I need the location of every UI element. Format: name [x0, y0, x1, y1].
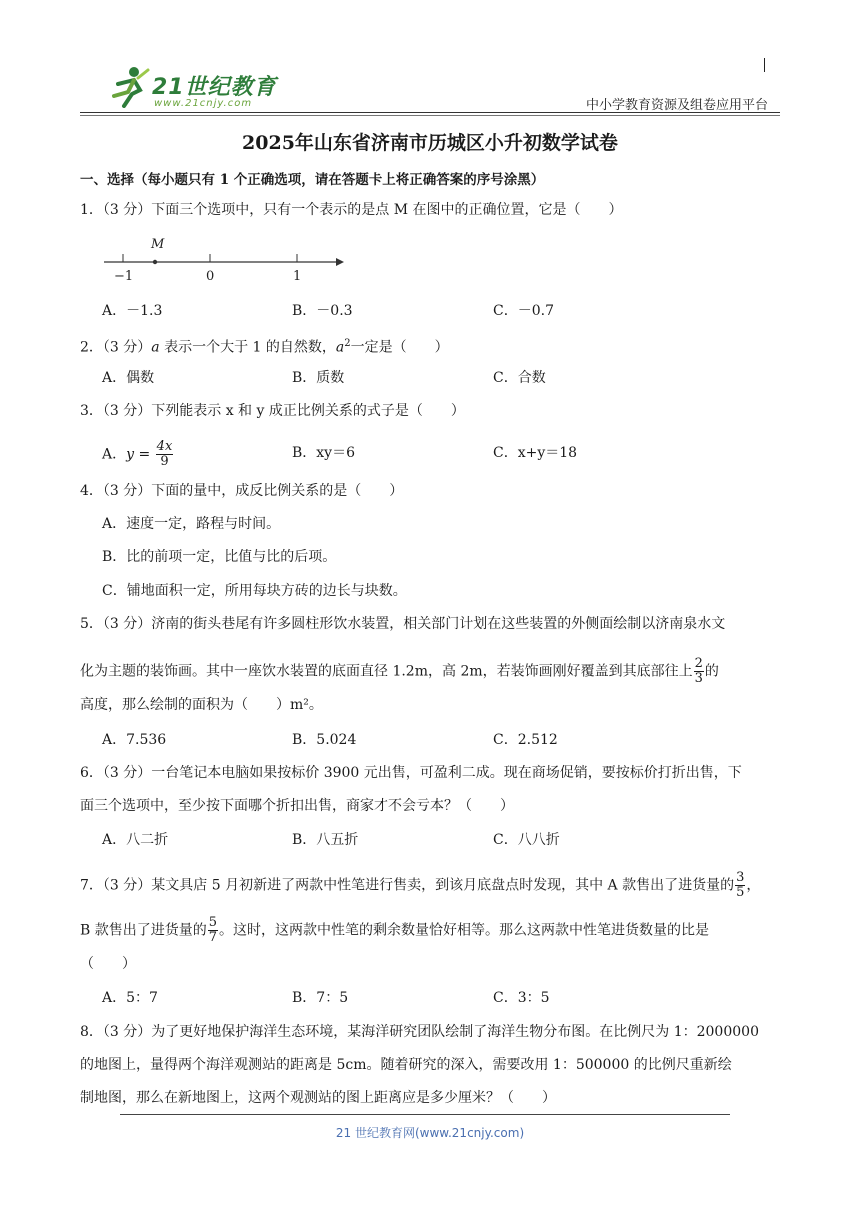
- runner-logo-icon: [104, 64, 152, 108]
- header-divider-thin: [80, 115, 780, 116]
- fraction-numerator: 3: [736, 870, 745, 885]
- footer-divider: [120, 1114, 730, 1115]
- q3-option-a: [102, 440, 174, 469]
- q7-line-2-text: B 款售出了进货量的: [80, 922, 207, 939]
- q7-fraction-a: [735, 871, 745, 900]
- header-divider: [80, 112, 780, 113]
- question-4-stem: 4．（3 分）下面的量中，成反比例关系的是（ ）: [80, 483, 404, 499]
- q3-option-c: C．x+y＝18: [493, 445, 578, 461]
- section-heading: 一、选择（每小题只有 1 个正确选项，请在答题卡上将正确答案的序号涂黑）: [80, 172, 545, 188]
- q1-option-b: B．－0.3: [292, 303, 353, 319]
- q3-option-a-label: A．: [102, 446, 127, 463]
- fraction-numerator: 2: [694, 656, 703, 671]
- q5-option-c: C．2.512: [493, 732, 558, 748]
- q6-option-c: C．八八折: [493, 832, 560, 848]
- site-logo: [104, 62, 294, 110]
- q4-option-b: B．比的前项一定，比值与比的后项。: [102, 549, 337, 565]
- question-8-line-1: 8．（3 分）为了更好地保护海洋生态环境，某海洋研究团队绘制了海洋生物分布图。在比例尺为 1：2000000: [80, 1024, 759, 1040]
- q7-fraction-b: [208, 916, 218, 945]
- q2-variable: a: [151, 339, 160, 356]
- point-m-label: M: [151, 237, 165, 252]
- q5-fraction: [694, 657, 704, 686]
- q4-option-c: C．铺地面积一定，所用每块方砖的边长与块数。: [102, 583, 407, 599]
- fraction-numerator: 5: [208, 915, 218, 930]
- q7-line-1-text: 7．（3 分）某文具店 5 月初新进了两款中性笔进行售卖，到该月底盘点时发现，其中 A 款售出了进货量的: [80, 877, 735, 894]
- fraction-denominator: 5: [736, 885, 745, 900]
- q5-line-2-end: 的: [704, 663, 719, 680]
- q5-line-2-text: 化为主题的装饰画。其中一座饮水装置的底面直径 1.2m，高 2m，若装饰画刚好覆盖到其底部往上: [80, 663, 693, 680]
- q1-option-a: A．－1.3: [102, 303, 163, 319]
- question-3-stem: 3．（3 分）下列能表示 x 和 y 成正比例关系的式子是（ ）: [80, 403, 465, 419]
- question-7-line-3: （ ）: [80, 956, 136, 972]
- q7-line-1-end: ，: [746, 877, 761, 894]
- question-5-line-2: [80, 657, 719, 686]
- question-2-stem: 2．（3 分）a 表示一个大于 1 的自然数，$a^2$一定是（ ）: [80, 338, 449, 356]
- question-8-line-3: 制地图，那么在新地图上，这两个观测站的图上距离应是多少厘米？（ ）: [80, 1090, 556, 1106]
- q5-option-a: A．7.536: [102, 732, 167, 748]
- q6-option-b: B．八五折: [292, 832, 359, 848]
- q2-option-c: C．合数: [493, 370, 546, 386]
- q4-option-a: A．速度一定，路程与时间。: [102, 516, 281, 532]
- tick-label-0: 0: [206, 269, 215, 284]
- footer-text: 21 世纪教育网(www.21cnjy.com): [335, 1126, 525, 1140]
- fraction-denominator: 7: [208, 930, 218, 945]
- q7-option-a: A．5：7: [102, 990, 158, 1006]
- q2-stem-end: 一定是（ ）: [350, 339, 449, 356]
- q3-option-a-fraction: [156, 440, 174, 469]
- q5-option-b: B．5.024: [292, 732, 357, 748]
- q6-option-a: A．八二折: [102, 832, 169, 848]
- q7-line-2-end: 。这时，这两款中性笔的剩余数量恰好相等。那么这两款中性笔进货数量的比是: [219, 922, 710, 939]
- fraction-denominator: 9: [160, 454, 169, 469]
- question-7-line-2: [80, 916, 709, 945]
- fraction-numerator: 4x: [156, 439, 173, 454]
- question-6-line-1: 6．（3 分）一台笔记本电脑如果按标价 3900 元出售，可盈利二成。现在商场促销，要按标价打折出售，下: [80, 765, 742, 781]
- q2-stem-prefix: 2．（3 分）: [80, 339, 152, 356]
- q1-option-c: C．－0.7: [493, 303, 554, 319]
- q2-option-b: B．质数: [292, 370, 345, 386]
- question-8-line-2: 的地图上，量得两个海洋观测站的距离是 5cm。随着研究的深入，需要改用 1：500000 的比例尺重新绘: [80, 1057, 732, 1073]
- question-5-line-3: 高度，那么绘制的面积为（ ）m²。: [80, 697, 323, 713]
- tick-label-1: 1: [293, 269, 302, 284]
- question-7-line-1: [80, 871, 760, 900]
- logo-text: 21世纪教育: [152, 75, 277, 100]
- question-5-line-1: 5．（3 分）济南的街头巷尾有许多圆柱形饮水装置，相关部门计划在这些装置的外侧面绘制以济南泉水文: [80, 616, 726, 632]
- tick-label-neg1: −1: [114, 269, 134, 284]
- q2-power-base: a: [335, 339, 345, 356]
- header-platform-name: 中小学教育资源及组卷应用平台: [585, 98, 768, 113]
- exam-title: 2025年山东省济南市历城区小升初数学试卷: [242, 132, 618, 154]
- q3-option-a-lhs: y =: [126, 446, 151, 463]
- logo-url: www.21cnjy.com: [154, 98, 253, 109]
- q3-option-b: B．xy＝6: [292, 445, 355, 461]
- number-line-figure: [100, 234, 350, 284]
- q7-option-b: B．7：5: [292, 990, 349, 1006]
- question-1-stem: 1．（3 分）下面三个选项中，只有一个表示的是点 M 在图中的正确位置，它是（ ）: [80, 202, 623, 218]
- q2-stem-mid: 表示一个大于 1 的自然数，: [159, 339, 336, 356]
- question-6-line-2: 面三个选项中，至少按下面哪个折扣出售，商家才不会亏本？（ ）: [80, 798, 514, 814]
- q7-option-c: C．3：5: [493, 990, 550, 1006]
- page-header: [104, 62, 768, 114]
- fraction-denominator: 3: [694, 671, 703, 686]
- q2-option-a: A．偶数: [102, 370, 155, 386]
